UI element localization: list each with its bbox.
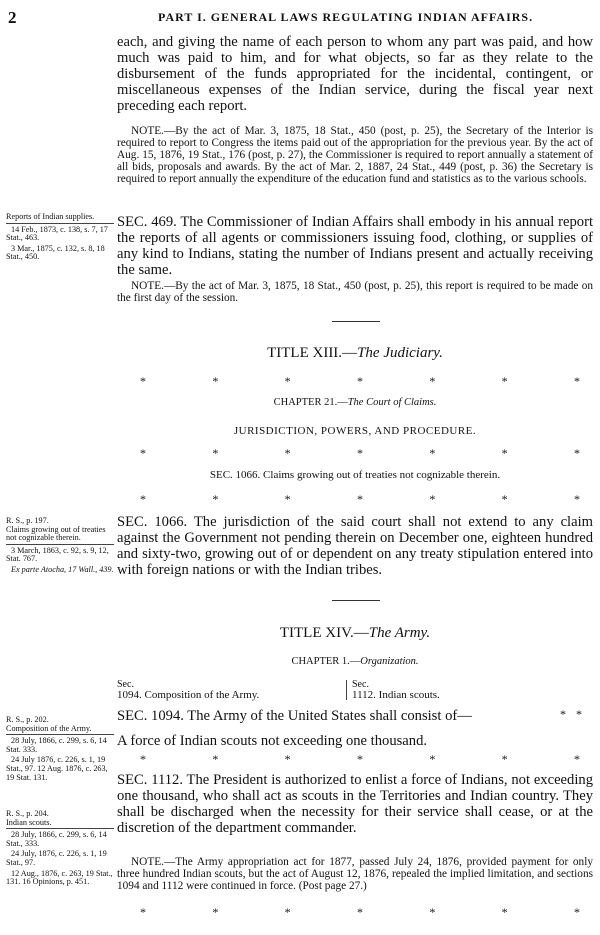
sidenote-ref: 12 Aug., 1876, c. 263, 19 Stat., 131. 16 Opinions, p. 451. [6, 868, 113, 887]
sidenote-ref: R. S., p. 202. [6, 715, 49, 724]
star: * [573, 492, 580, 506]
star: * [429, 374, 436, 388]
note-scouts: NOTE.—The Army appropriation act for 1877, passed July 24, 1876, provided payment for only three hundred Indian scouts, but the act of August 12, 1876, repealed the implied limitation, and sections 1094 and 1112 were continued in force. (Post page 27.) [117, 856, 593, 892]
star: * [284, 446, 291, 460]
toc-entry: 1094. Composition of the Army. [117, 689, 260, 701]
star: * [284, 374, 291, 388]
star: * [429, 492, 436, 506]
sidenote-composition [6, 716, 114, 782]
title-prefix: TITLE XIV.— [279, 625, 369, 641]
running-title: PART I. GENERAL LAWS REGULATING INDIAN AFFAIRS. [158, 10, 534, 24]
sidenote-ref: 28 July, 1866, c. 299, s. 6, 14 Stat., 333. [6, 830, 107, 848]
chapter-name: Organization. [360, 656, 419, 667]
toc-right [346, 680, 440, 700]
toc-left [117, 680, 259, 700]
title-xiv-heading [117, 625, 593, 642]
chapter-1-heading [117, 656, 593, 667]
trailing-stars: ** [560, 707, 592, 721]
star: * [140, 905, 146, 919]
star: * [356, 492, 363, 506]
chapter-prefix: CHAPTER 1.— [291, 656, 361, 667]
star: * [212, 492, 219, 506]
sidenote-ref: 3 March, 1863, c. 92, s. 9, 12, Stat. 767. [6, 545, 109, 564]
star: * [140, 446, 146, 460]
sidenote-ref: Ex parte Atocha, 17 Wall., 439. [11, 564, 114, 574]
ellipsis-stars [140, 446, 580, 461]
title-name: The Army. [368, 625, 431, 641]
toc-entry: 1112. Indian scouts. [352, 689, 440, 701]
sidenote-ref: R. S., p. 197. [6, 516, 49, 525]
star: * [573, 905, 580, 919]
ellipsis-stars [140, 905, 580, 920]
star: * [501, 905, 508, 919]
star: * [429, 446, 436, 460]
star: * [501, 492, 508, 506]
star: * [284, 905, 291, 919]
sidenote-claims [6, 517, 114, 575]
star: * [429, 905, 436, 919]
chapter-name: The Court of Claims. [347, 397, 437, 408]
star: * [356, 374, 363, 388]
sidenote-ref: 24 July, 1876, c. 226, s. 1, 19 Stat., 97. [6, 849, 107, 867]
star: * [140, 752, 146, 766]
star: * [501, 446, 508, 460]
title-xiii-heading [117, 345, 593, 362]
section-1066: SEC. 1066. The jurisdiction of the said court shall not extend to any claim against the Government not pending therein on December one, eighteen hundred and sixty-two, growing out of or dependent on any treaty stipulation entered into with foreign nations or with the Indian tribes. [117, 514, 593, 578]
ellipsis-stars [140, 752, 580, 767]
paragraph-continuation: each, and giving the name of each person to whom any part was paid, and how much was paid to him, and for what objects, so far as they relate to the disbursement of the funds appropriated for the incidental, contingent, or miscellaneous expenses of the Indian service, during the fiscal year next preceding each report. [117, 34, 593, 114]
ellipsis-stars [140, 492, 580, 507]
star: * [212, 905, 219, 919]
sidenote-label: Indian scouts. [6, 819, 114, 830]
star: * [501, 374, 508, 388]
sidenote-ref: 14 Feb., 1873, c. 138, s. 7, 17 Stat., 463. [6, 224, 108, 243]
sidenote-label: Claims growing out of treaties not cognizable therein. [6, 526, 114, 545]
star: * [573, 752, 580, 766]
star: * [356, 752, 363, 766]
sidenote-scouts [6, 810, 114, 887]
note-section-469: NOTE.—By the act of Mar. 3, 1875, 18 Stat., 450 (post, p. 25), this report is required to be made on the first day of the session. [117, 280, 593, 304]
star: * [573, 446, 580, 460]
toc-sec-label: Sec. [117, 679, 134, 690]
star: * [429, 752, 436, 766]
star: * [140, 374, 146, 388]
sidenote-reports [6, 213, 114, 262]
jurisdiction-heading: JURISDICTION, POWERS, AND PROCEDURE. [233, 425, 477, 437]
title-name: The Judiciary. [357, 345, 443, 361]
star: * [140, 492, 146, 506]
note-reports: NOTE.—By the act of Mar. 3, 1875, 18 Stat., 450 (post, p. 25), the Secretary of the Interior is required to report to Congress the items paid out of the appropriation for the previous year. By the act of Aug. 15, 1876, 19 Stat., 176 (post, p. 27), the Commissioner is required to report annually a statement of all bids, proposals and awards. By the act of Mar. 2, 1887, 24 Stat., 449 (post, p. 36) the Secretary is required to report annually the expenditure of the education fund and statistics as to the various schools. [117, 125, 593, 185]
section-index-1066: SEC. 1066. Claims growing out of treaties not cognizable therein. [209, 469, 501, 481]
section-1094-scouts: A force of Indian scouts not exceeding one thousand. [117, 733, 428, 749]
sidenote-ref: 24 July 1876, c. 226, s. 1, 19 Stat., 97. 12 Aug. 1876, c. 263, 19 Stat. 131. [6, 755, 108, 782]
chapter-21-heading [117, 397, 593, 408]
ellipsis-stars [140, 374, 580, 389]
sidenote-ref: R. S., p. 204. [6, 809, 49, 818]
toc-sec-label: Sec. [352, 679, 369, 690]
star: * [356, 905, 363, 919]
sidenote-label: Composition of the Army. [6, 725, 114, 736]
divider [332, 321, 380, 322]
star: * [212, 374, 219, 388]
sidenote-label: Reports of Indian supplies. [6, 213, 114, 224]
star: * [573, 374, 580, 388]
section-1094: SEC. 1094. The Army of the United States shall consist of— [117, 708, 472, 724]
star: * [212, 446, 219, 460]
sidenote-ref: 3 Mar., 1875, c. 132, s. 8, 18 Stat., 450. [6, 243, 105, 262]
star: * [284, 492, 291, 506]
star: * [212, 752, 219, 766]
chapter-prefix: CHAPTER 21.— [273, 397, 348, 408]
page-number: 2 [8, 8, 17, 27]
star: * [356, 446, 363, 460]
star: * [284, 752, 291, 766]
divider [332, 600, 380, 601]
sidenote-ref: 28 July, 1866, c. 299, s. 6, 14 Stat. 333. [6, 736, 107, 754]
star: * [501, 752, 508, 766]
section-1112: SEC. 1112. The President is authorized to enlist a force of Indians, not exceeding one thousand, who shall act as scouts in the Territories and Indian country. They shall be discharged when the necessity for their service shall cease, or at the discretion of the department commander. [117, 772, 593, 836]
section-469: SEC. 469. The Commissioner of Indian Affairs shall embody in his annual report the reports of all agents or commissioners issuing food, clothing, or supplies of any kind to Indians, stating the number of Indians present and actually receiving the same. [117, 214, 593, 278]
title-prefix: TITLE XIII.— [267, 345, 358, 361]
